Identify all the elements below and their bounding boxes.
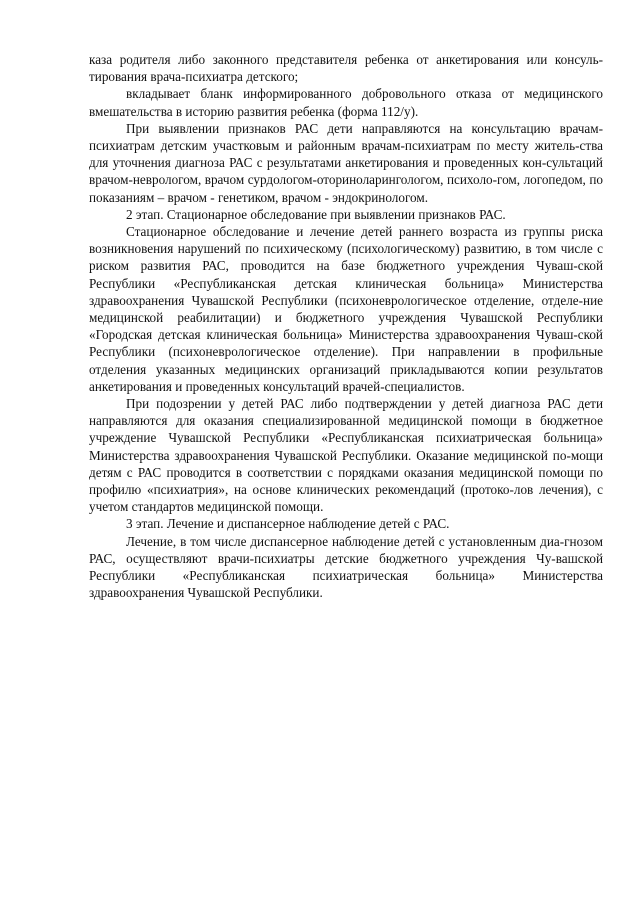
paragraph-refusal-continuation: каза родителя либо законного представителя ребенка от анкетирования или консуль-тирования врача-психиатра детского; <box>89 52 603 85</box>
paragraph-referral: При выявлении признаков РАС дети направляются на консультацию врачам-психиатрам детским участковым и районным врачам-психиатрам по месту житель-ства для уточнения диагноза РАС с результатами анкетирования и проведенных кон-сультаций врачом-неврологом, врачом сурдологом-оториноларингологом, психоло-гом, логопедом, по показаниям – врачом - генетиком, врачом - эндокринологом. <box>89 120 603 205</box>
stage-2-heading: 2 этап. Стационарное обследование при выявлении признаков РАС. <box>126 206 506 222</box>
document-page <box>89 51 603 602</box>
paragraph-specialized-care: При подозрении у детей РАС либо подтверждении у детей диагноза РАС дети направляются для оказания специализированной медицинской помощи в бюджетное учреждение Чувашской Республики «Республиканская психиатрическая больница» Министерства здравоохранения Чувашской Республики. Оказание медицинской по-мощи детям с РАС проводится в соответствии с порядками оказания медицинской помощи по профилю «психиатрия», на основе клинических рекомендаций (протоко-лов лечения), с учетом стандартов медицинской помощи. <box>89 396 603 515</box>
paragraph-treatment: Лечение, в том числе диспансерное наблюдение детей с установленным диа-гнозом РАС, осуществляют врачи-психиатры детские бюджетного учреждения Чу-вашской Республики «Республиканская психиатрическая больница» Министерства здравоохранения Чувашской Республики. <box>89 533 603 601</box>
paragraph-refusal-form: вкладывает бланк информированного добровольного отказа от медицинского вмешательства в историю развития ребенка (форма 112/у). <box>89 86 603 119</box>
stage-3-heading: 3 этап. Лечение и диспансерное наблюдение детей с РАС. <box>126 516 450 532</box>
paragraph-inpatient-exam: Стационарное обследование и лечение детей раннего возраста из группы риска возникновения нарушений по психическому (психологическому) развитию, в том числе с риском развития РАС, проводится на базе бюджетного учреждения Чуваш-ской Республики «Республиканская детская клиническая больница» Министерства здравоохранения Чувашской Республики (психоневрологическое отделение, отделе-ние медицинской реабилитации) и бюджетного учреждения Чувашской Республики «Городская детская клиническая больница» Министерства здравоохранения Чуваш-ской Республики (психоневрологическое отделение). При направлении в профильные отделения указанных медицинских организаций прикладываются копии результатов анкетирования и проведенных консультаций врачей-специалистов. <box>89 224 603 394</box>
